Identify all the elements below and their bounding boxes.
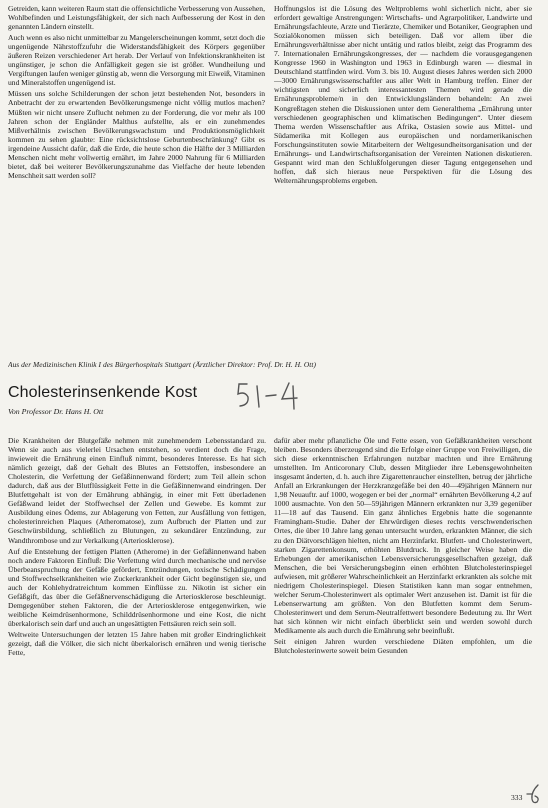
article-title: Cholesterinsenkende Kost [8, 384, 198, 401]
bottom-right-column [274, 436, 532, 786]
page-number: 333 [511, 793, 523, 802]
top-right-column [274, 4, 532, 294]
bottom-left-column [8, 436, 266, 798]
paragraph: Auf die Entstehung der fettigen Platten (Atherome) in der Gefäßinnenwand haben noch andere Faktoren Einfluß: Die Verfettung wird durch mechanische und nervöse Überbeanspruchung der Gefäße gefördert, Entzündungen, toxische Schädigungen und Stoffwechselkrankheiten wie Zuckerkrankheit oder Gicht begünstigen sie, und auch der Kohlehydratreichtum kommen Einflüsse zu. Nikotin ist sicher ein Gefäßgift, das über die Gefäßnervenschädigung die Arteriosklerose beschleunigt. Demgegenüber stehen Faktoren, die der Arteriosklerose entgegenwirken, wie weibliche Keimdrüsenhormone, Schilddrüsenhormone und eine Kost, die nicht überkalorisch sein darf und auch an ungesättigten Fettsäuren reich sein soll. [8, 546, 266, 628]
paragraph: Auch wenn es also nicht unmittelbar zu Mangelerscheinungen kommt, setzt doch die ungenügende Nährstoffzufuhr die Widerstandsfähigkeit des Körpers gegenüber äußeren Reizen verschiedener Art herab. Der Verlauf von Infektionskrankheiten ist ungünstiger, je schon die Anfälligkeit gegen sie ist größer. Wundheilung und Vergiftungen laufen weniger günstig ab, wenn die Versorgung mit Eiweiß, Vitaminen und Mineralstoffen ungenügend ist. [8, 33, 265, 88]
top-left-column [8, 4, 265, 340]
paragraph: dafür aber mehr pflanzliche Öle und Fette essen, von Gefäßkrankheiten verschont bleiben. Besonders überzeugend sind die Erfolge einer Gruppe von Freiwilligen, die sich diese erkenntnischen Erfahrungen nutzbar machten und ihre Ernährung umstellten. Im Anticoronary Club, dessen Mitglieder ihre Lebensgewohnheiten insgesamt änderten, d. h. auch ihre Zigarettenraucher einstellten, betrug der jährliche Anfall an Erkrankungen der Herzkranzgefäße bei den 40—49jährigen Männern nur 1,98 Neuauftr. auf 1000, wogegen er bei der „normal“ ernährten Bevölkerung 4,2 auf 1000 ausmachte. Von den 50—59jährigen Männern erkrankten nur 3,39 gegenüber 11—18 auf das Tausend. Ein ganz ähnliches Ergebnis hatte die sogenannte Framingham-Studie. Daher der Ehrwürdigen dieses rechts verschwenderischen Ortes, die über 10 Jahre lang genau untersucht wurden, erkrankten Männer, die sich zu den Diätvorschlägen hielten, nicht am Herzinfarkt. Blutfett- und Cholesterinwert, starken Zigarettenkonsum, erhöhten Blutdruck. In gleicher Weise haben die Erhebungen der amerikanischen Lebensversicherungsgesellschaften gezeigt, daß Menschen, die bei Versicherungsbeginn einen erhöhten Blutcholesterinspiegel aufwiesen, mit größerer Wahrscheinlichkeit an Herzinfarkt erkrankten als solche mit niedrigem Cholesterinspiegel. Diesen Statistiken kann man sogar entnehmen, welcher Serum-Cholesterinwert als optimaler Wert anzusehen ist. Damit ist für die Lebenserwartung am größten. Von den Blutfetten kommt dem Serum-Cholesterinwert und dem Serum-Neutralfettwert besondere Bedeutung zu. Ihr Wert hat sich können wir nicht einfach überblickt sein und werden sowohl durch Medikamente als auch durch die Ernährung sehr beeinflußt. [274, 436, 532, 635]
article-affiliation: Aus der Medizinischen Klinik I des Bürgerhospitals Stuttgart (Ärztlicher Direktor: Prof. Dr. H. H. Ott) [8, 360, 317, 369]
paragraph: Hoffnungslos ist die Lösung des Weltproblems wohl sicherlich nicht, aber sie erfordert gewaltige Anstrengungen: Wirtschafts- und Agrarpolitiker, Landwirte und Ernährungsfachleute, Arzte und Tierärzte, Chemiker und Botaniker, Geographen und Sozialökonomen müssen sich beteiligen. Daß vor allem über die Ernährungsverhältnisse aber nicht untätig und ratlos bleibt, zeigt das Programm des 7. Internationalen Ernährungskongresses, der — nachdem die vorausgegangenen Kongresse 1960 in Washington und 1963 in Edinburgh waren — diesmal in Deutschland stattfinden wird. Vom 3. bis 10. August dieses Jahres werden sich 2000—3000 Ernährungswissenschaftler aus aller Welt in Hamburg treffen. Einer der wichtigsten und sicherlich interessantesten Themen wird gerade die Ernährungsprobleme/n in den Entwicklungsländern behandeln: An zwei Kongreßtagen stehen die Diskussionen unter dem Generalthema „Ernährung unter verschiedenen geographischen und klimatischen Bedingungen“. Unter diesem Thema werden Wissenschaftler aus Afrika, Ostasien sowie aus Mittel- und Südamerika mit Kollegen aus europäischen und nordamerikanischen Forschungsinstituten sowie Mitarbeitern der Weltgesundheitsorganisation und der Ernährungs- und Landwirtschaftsorganisation der Vereinten Nationen diskutieren. Gespannt wird man den Schlußfolgerungen dieser Tagung entgegensehen und hoffen, daß sich hieraus neue Perspektiven für die Lösung des Welternährungsproblems ergeben. [274, 4, 532, 185]
handwritten-annotation [235, 378, 310, 414]
handwritten-page-mark [523, 782, 543, 806]
paragraph: Seit einigen Jahren wurden verschiedene Diäten empfohlen, um die Blutcholesterinwerte soweit beim Gesunden [274, 637, 532, 656]
paragraph: Müssen uns solche Schilderungen der schon jetzt bestehenden Not, besonders in Anbetracht der zu erwartenden Bevölkerungsmenge nicht völlig mutlos machen? Müßten wir nicht unsere Zuflucht nehmen zu der Forderung, die vor mehr als 100 Jahren schon der Engländer Malthus aufstellte, als er ein zunehmendes Mißverhältnis zwischen Bevölkerungswachstum und Produktionsmöglichkeit kommen zu sehen glaubte: Eine rücksichtslose Geburtenbeschränkung? Gibt es irgendeine Aussicht dafür, daß die Erde, die heute schon die Hälfte der 3 Milliarden Menschen nicht mehr vollwertig ernährt, im Jahre 2000 Nahrung für 6 Milliarden bietet, daß bei weiterer Bevölkerungszunahme das Vielfache der heute lebenden Menschheit satt werden soll? [8, 89, 265, 180]
paragraph: Die Krankheiten der Blutgefäße nehmen mit zunehmendem Lebensstandard zu. Wenn sie auch aus vielerlei Ursachen entstehen, so verdient doch die Frage, inwieweit die Ernährung einen Einfluß nimmt, besonderes Interesse. Es hat sich nämlich gezeigt, daß der Gehalt des Blutes an Fettstoffen, insbesondere an Cholesterin, die Verfettung der Gefäßinnenwand fördert; zum Teil allein schon dadurch, daß aus der Blutflüssigkeit Fette in die Gefäßinnenwand eindringen. Der Blutfettgehalt ist von der Ernährung abhängig, in einer mit Fett überladenen Gefäßwand leidet der Stoffwechsel der Zellen und Gewebe. Es kommt zur Ausbildung eines Ödems, zur Ablagerung von Fetten, zur Ausfällung von fettigen, cholesterinreichen Plaques (Atheromatose), zum Aufbruch der Platten und zur Geschwürsbildung, schließlich zu Blutungen, zu sekundärer Entzündung, zur Wandthrombose und zur Verkalkung (Arteriosklerose). [8, 436, 266, 545]
paragraph: Getreiden, kann weiteren Raum statt die offensichtliche Verbesserung von Aussehen, Wohlbefinden und Leistungsfähigkeit, der sich nach Aufbesserung der Kost in den genannten Ländern einstellt. [8, 4, 265, 32]
article-author: Von Professor Dr. Hans H. Ott [8, 407, 104, 416]
paragraph: Weltweite Untersuchungen der letzten 15 Jahre haben mit großer Eindringlichkeit gezeigt, daß die Völker, die sich nicht überkalorisch ernähren und wenig tierische Fette, [8, 629, 266, 658]
